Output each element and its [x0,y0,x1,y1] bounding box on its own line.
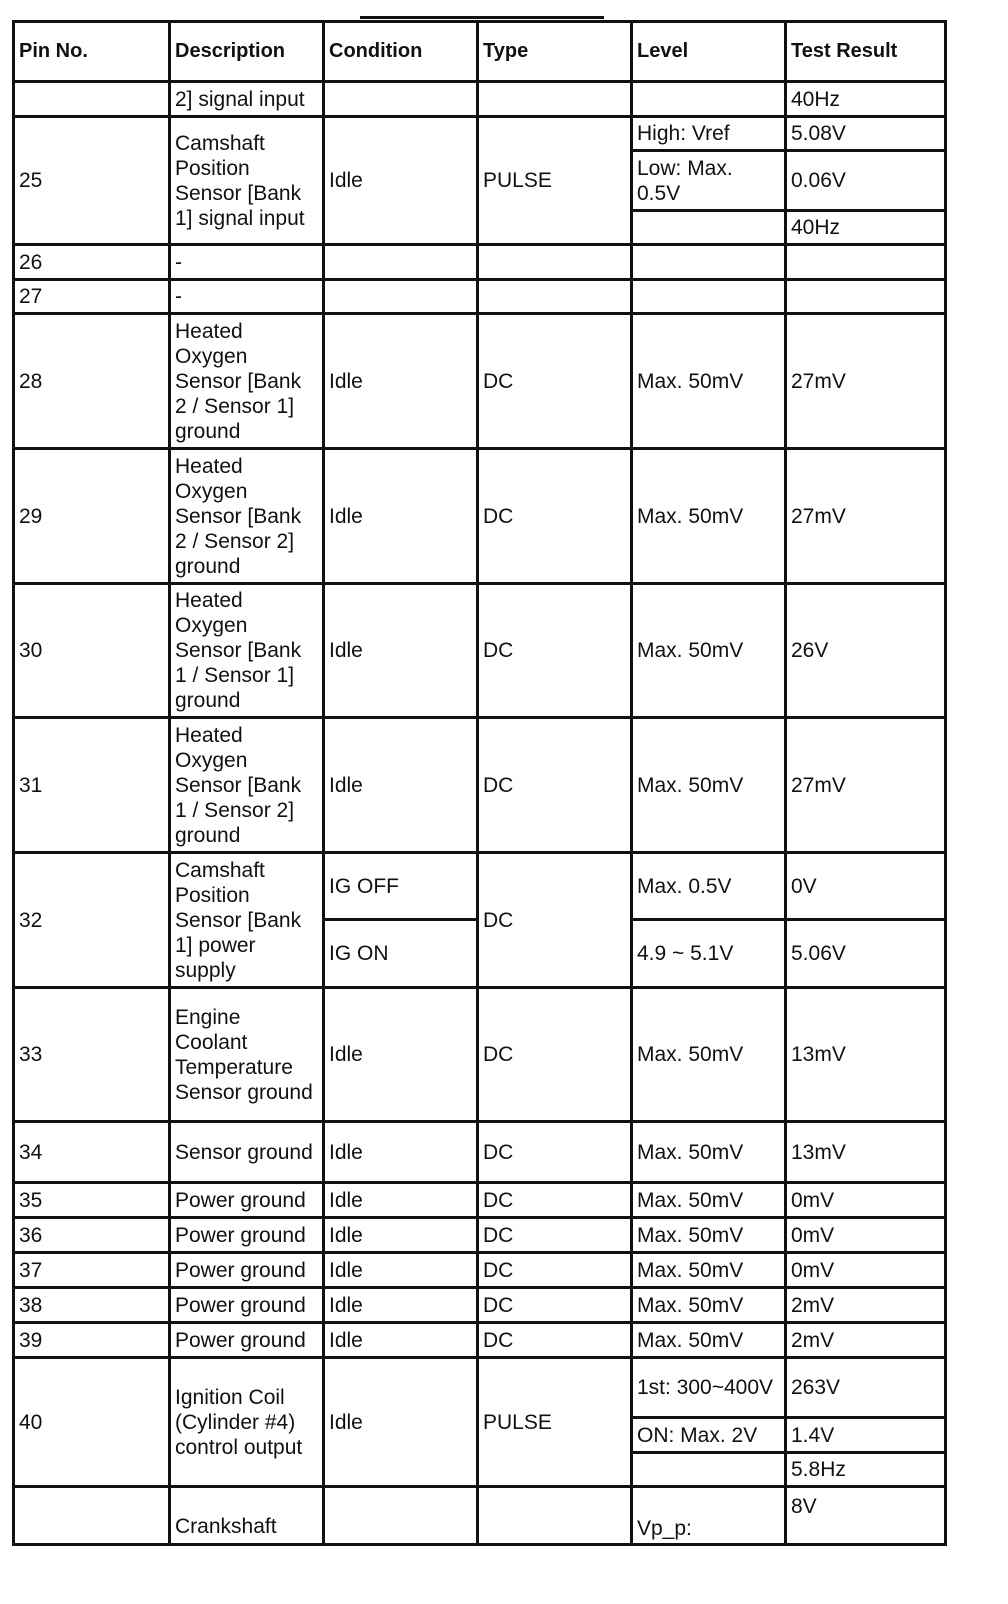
condition-cell: IG OFF [324,853,478,920]
type-cell: DC [478,1218,632,1253]
condition-cell [324,280,478,314]
table-row [14,1288,946,1323]
level-cell: High: Vref [632,117,786,151]
header-description: Description [170,22,324,82]
result-cell: 27mV [786,314,946,449]
result-cell: 2mV [786,1288,946,1323]
table-row [14,988,946,1122]
level-cell [632,1453,786,1487]
table-row [14,853,946,920]
pin-cell: 36 [14,1218,170,1253]
description-cell: - [170,245,324,280]
pin-cell: 33 [14,988,170,1122]
table-row [14,82,946,117]
description-cell: - [170,280,324,314]
result-cell: 263V [786,1358,946,1418]
level-cell: Max. 50mV [632,718,786,853]
description-cell: Power ground [170,1288,324,1323]
description-cell: Camshaft Position Sensor [Bank 1] signal input [170,117,324,245]
table-row [14,718,946,853]
description-cell: Heated Oxygen Sensor [Bank 1 / Sensor 1] ground [170,584,324,718]
level-cell: Max. 50mV [632,1183,786,1218]
level-cell: Low: Max. 0.5V [632,151,786,211]
header-type: Type [478,22,632,82]
table-row [14,314,946,449]
condition-cell: IG ON [324,920,478,988]
type-cell: DC [478,449,632,584]
table-row [14,584,946,718]
pin-cell: 40 [14,1358,170,1487]
table-row [14,1323,946,1358]
type-cell: DC [478,1288,632,1323]
type-cell: DC [478,584,632,718]
result-cell: 5.06V [786,920,946,988]
condition-cell: Idle [324,1288,478,1323]
type-cell: DC [478,1323,632,1358]
level-cell: Max. 50mV [632,314,786,449]
level-cell: Max. 50mV [632,988,786,1122]
result-cell: 0mV [786,1253,946,1288]
level-cell [632,211,786,245]
result-cell: 13mV [786,1122,946,1183]
level-cell: ON: Max. 2V [632,1418,786,1453]
type-cell [478,280,632,314]
table-row [14,1122,946,1183]
result-cell: 1.4V [786,1418,946,1453]
table-row [14,449,946,584]
level-cell: 1st: 300~400V [632,1358,786,1418]
result-cell [786,280,946,314]
level-cell: Max. 0.5V [632,853,786,920]
pin-cell: 30 [14,584,170,718]
description-cell: Power ground [170,1253,324,1288]
level-cell: Max. 50mV [632,1288,786,1323]
table-row [14,245,946,280]
table-row [14,117,946,151]
description-cell: Camshaft Position Sensor [Bank 1] power supply [170,853,324,988]
table-row [14,1487,946,1545]
type-cell: PULSE [478,1358,632,1487]
condition-cell: Idle [324,449,478,584]
description-cell: Power ground [170,1323,324,1358]
level-cell: Max. 50mV [632,449,786,584]
condition-cell: Idle [324,988,478,1122]
description-cell: Power ground [170,1218,324,1253]
level-cell [632,82,786,117]
pin-cell: 28 [14,314,170,449]
type-cell: DC [478,853,632,988]
level-cell [632,245,786,280]
pin-cell: 35 [14,1183,170,1218]
result-cell: 0V [786,853,946,920]
description-cell: Heated Oxygen Sensor [Bank 2 / Sensor 2] ground [170,449,324,584]
condition-cell: Idle [324,1218,478,1253]
result-cell: 0mV [786,1218,946,1253]
pin-cell: 26 [14,245,170,280]
result-cell: 5.08V [786,117,946,151]
description-cell: Ignition Coil (Cylinder #4) control output [170,1358,324,1487]
level-cell: Max. 50mV [632,1218,786,1253]
header-condition: Condition [324,22,478,82]
header-pin: Pin No. [14,22,170,82]
pin-cell: 39 [14,1323,170,1358]
result-cell: 13mV [786,988,946,1122]
type-cell: DC [478,314,632,449]
pin-cell: 25 [14,117,170,245]
condition-cell: Idle [324,1122,478,1183]
pin-cell [14,1487,170,1545]
condition-cell [324,82,478,117]
result-cell: 40Hz [786,211,946,245]
top-rule [360,16,604,19]
description-cell: Crankshaft [170,1487,324,1545]
result-cell: 0mV [786,1183,946,1218]
table-row [14,1183,946,1218]
pin-cell: 31 [14,718,170,853]
result-cell [786,245,946,280]
pin-cell: 38 [14,1288,170,1323]
level-cell: Max. 50mV [632,1253,786,1288]
level-cell: Max. 50mV [632,1323,786,1358]
description-cell: 2] signal input [170,82,324,117]
level-cell [632,280,786,314]
type-cell: DC [478,988,632,1122]
description-cell: Heated Oxygen Sensor [Bank 2 / Sensor 1] ground [170,314,324,449]
table-row [14,1218,946,1253]
description-cell: Heated Oxygen Sensor [Bank 1 / Sensor 2] ground [170,718,324,853]
result-cell: 27mV [786,718,946,853]
condition-cell [324,245,478,280]
condition-cell: Idle [324,718,478,853]
level-cell: 4.9 ~ 5.1V [632,920,786,988]
type-cell: DC [478,718,632,853]
condition-cell: Idle [324,1183,478,1218]
table-row [14,1253,946,1288]
type-cell [478,82,632,117]
type-cell: PULSE [478,117,632,245]
condition-cell: Idle [324,1323,478,1358]
pin-cell: 32 [14,853,170,988]
condition-cell [324,1487,478,1545]
pin-cell: 37 [14,1253,170,1288]
header-level: Level [632,22,786,82]
condition-cell: Idle [324,1253,478,1288]
result-cell: 2mV [786,1323,946,1358]
pin-cell: 27 [14,280,170,314]
condition-cell: Idle [324,584,478,718]
header-row [14,22,946,82]
pin-cell [14,82,170,117]
result-cell: 8V [786,1487,946,1545]
level-cell: Max. 50mV [632,584,786,718]
type-cell [478,245,632,280]
table-row [14,1358,946,1418]
description-cell: Sensor ground [170,1122,324,1183]
pin-cell: 34 [14,1122,170,1183]
description-cell: Engine Coolant Temperature Sensor ground [170,988,324,1122]
type-cell: DC [478,1253,632,1288]
result-cell: 5.8Hz [786,1453,946,1487]
result-cell: 40Hz [786,82,946,117]
level-cell: Vp_p: [632,1487,786,1545]
condition-cell: Idle [324,314,478,449]
condition-cell: Idle [324,117,478,245]
pin-cell: 29 [14,449,170,584]
type-cell: DC [478,1122,632,1183]
table-row [14,280,946,314]
description-cell: Power ground [170,1183,324,1218]
result-cell: 0.06V [786,151,946,211]
result-cell: 27mV [786,449,946,584]
condition-cell: Idle [324,1358,478,1487]
level-cell: Max. 50mV [632,1122,786,1183]
type-cell: DC [478,1183,632,1218]
result-cell: 26V [786,584,946,718]
pin-test-table [12,20,947,1546]
header-result: Test Result [786,22,946,82]
type-cell [478,1487,632,1545]
